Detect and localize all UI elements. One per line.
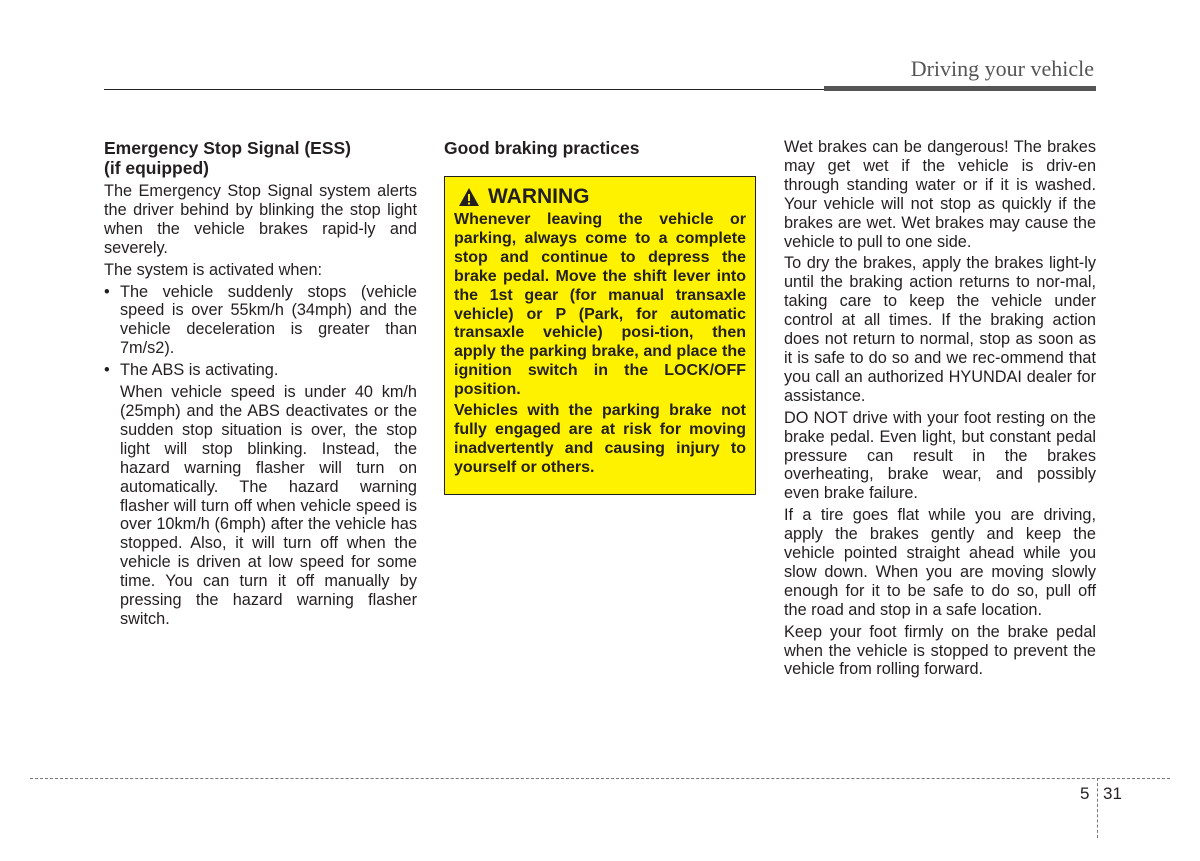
- wet-brakes-paragraph: Wet brakes can be dangerous! The brakes may get wet if the vehicle is driv-en through standing water or if it is washed. Your vehicle will not stop as quickly if the brakes are wet. Wet brakes may cause the vehicle to pull to one side.: [784, 138, 1096, 251]
- warning-text-1: Whenever leaving the vehicle or parking, always come to a complete stop and continue to depress the brake pedal. Move the shift lever into the 1st gear (for manual transaxle vehicle) or P (Park, for automatic transaxle vehicle) posi-tion, then apply the parking brake, and place the ignition switch in the LOCK/OFF position.: [454, 211, 746, 399]
- ess-heading: [104, 138, 417, 178]
- warning-text-2: Vehicles with the parking brake not fully engaged are at risk for moving inadvertently and causing injury to yourself or others.: [454, 402, 746, 476]
- ess-bullet-text: The ABS is activating.: [120, 361, 279, 380]
- footer-rule: [30, 778, 1170, 779]
- foot-on-pedal-paragraph: Keep your foot firmly on the brake pedal when the vehicle is stopped to prevent the vehicle from rolling forward.: [784, 622, 1096, 679]
- header-rule-accent: [824, 86, 1096, 91]
- column-wet-brakes: [784, 138, 1096, 682]
- column-ess: [104, 138, 417, 629]
- footer-divider: [1097, 778, 1098, 838]
- warning-box: [444, 176, 756, 495]
- bullet-marker: •: [104, 282, 110, 301]
- ess-heading-line1: Emergency Stop Signal (ESS): [104, 138, 351, 158]
- ess-bullet-sudden-stop: [104, 283, 417, 359]
- warning-header: [458, 184, 746, 208]
- page-header-title: Driving your vehicle: [910, 56, 1094, 81]
- ess-bullet-abs: [104, 361, 417, 380]
- foot-resting-paragraph: DO NOT drive with your foot resting on the brake pedal. Even light, but constant pedal pressure can result in the brakes overheating, brake wear, and possibly even brake failure.: [784, 408, 1096, 503]
- ess-bullet-text: The vehicle suddenly stops (vehicle speed is over 55km/h (34mph) and the vehicle deceleration is greater than 7m/s2).: [120, 282, 417, 358]
- ess-activated-when: The system is activated when:: [104, 260, 323, 279]
- ess-heading-line2: (if equipped): [104, 158, 209, 178]
- header-rule: [104, 89, 824, 90]
- page-number: 31: [1103, 784, 1122, 803]
- ess-intro: The Emergency Stop Signal system alerts the driver behind by blinking the stop light when the vehicle brakes rapid-ly and severely.: [104, 182, 417, 257]
- dry-brakes-paragraph: To dry the brakes, apply the brakes light-ly until the braking action returns to nor-mal, taking care to keep the vehicle under control at all times. If the braking action does not return to normal, stop as soon as it is safe to do so and we rec-ommend that you call an authorized HYUNDAI dealer for assistance.: [784, 254, 1096, 405]
- column-braking-practices: [444, 138, 756, 495]
- warning-triangle-icon: [458, 187, 480, 207]
- warning-title: WARNING: [488, 184, 590, 208]
- bullet-marker: •: [104, 361, 110, 380]
- chapter-number: 5: [1080, 784, 1090, 803]
- ess-abs-detail: When vehicle speed is under 40 km/h (25mph) and the ABS deactivates or the sudden stop situation is over, the stop light will stop blinking. Instead, the hazard warning flasher will turn on automatically. The hazard warning flasher will turn off when vehicle speed is over 10km/h (6mph) after the vehicle has stopped. Also, it will turn off when the vehicle is driven at low speed for some time. You can turn it off manually by pressing the hazard warning flasher switch.: [120, 383, 417, 628]
- braking-heading: Good braking practices: [444, 138, 640, 158]
- flat-tire-paragraph: If a tire goes flat while you are driving, apply the brakes gently and keep the vehicle pointed straight ahead while you slow down. When you are moving slowly enough for it to be safe to do so, pull off the road and stop in a safe location.: [784, 506, 1096, 619]
